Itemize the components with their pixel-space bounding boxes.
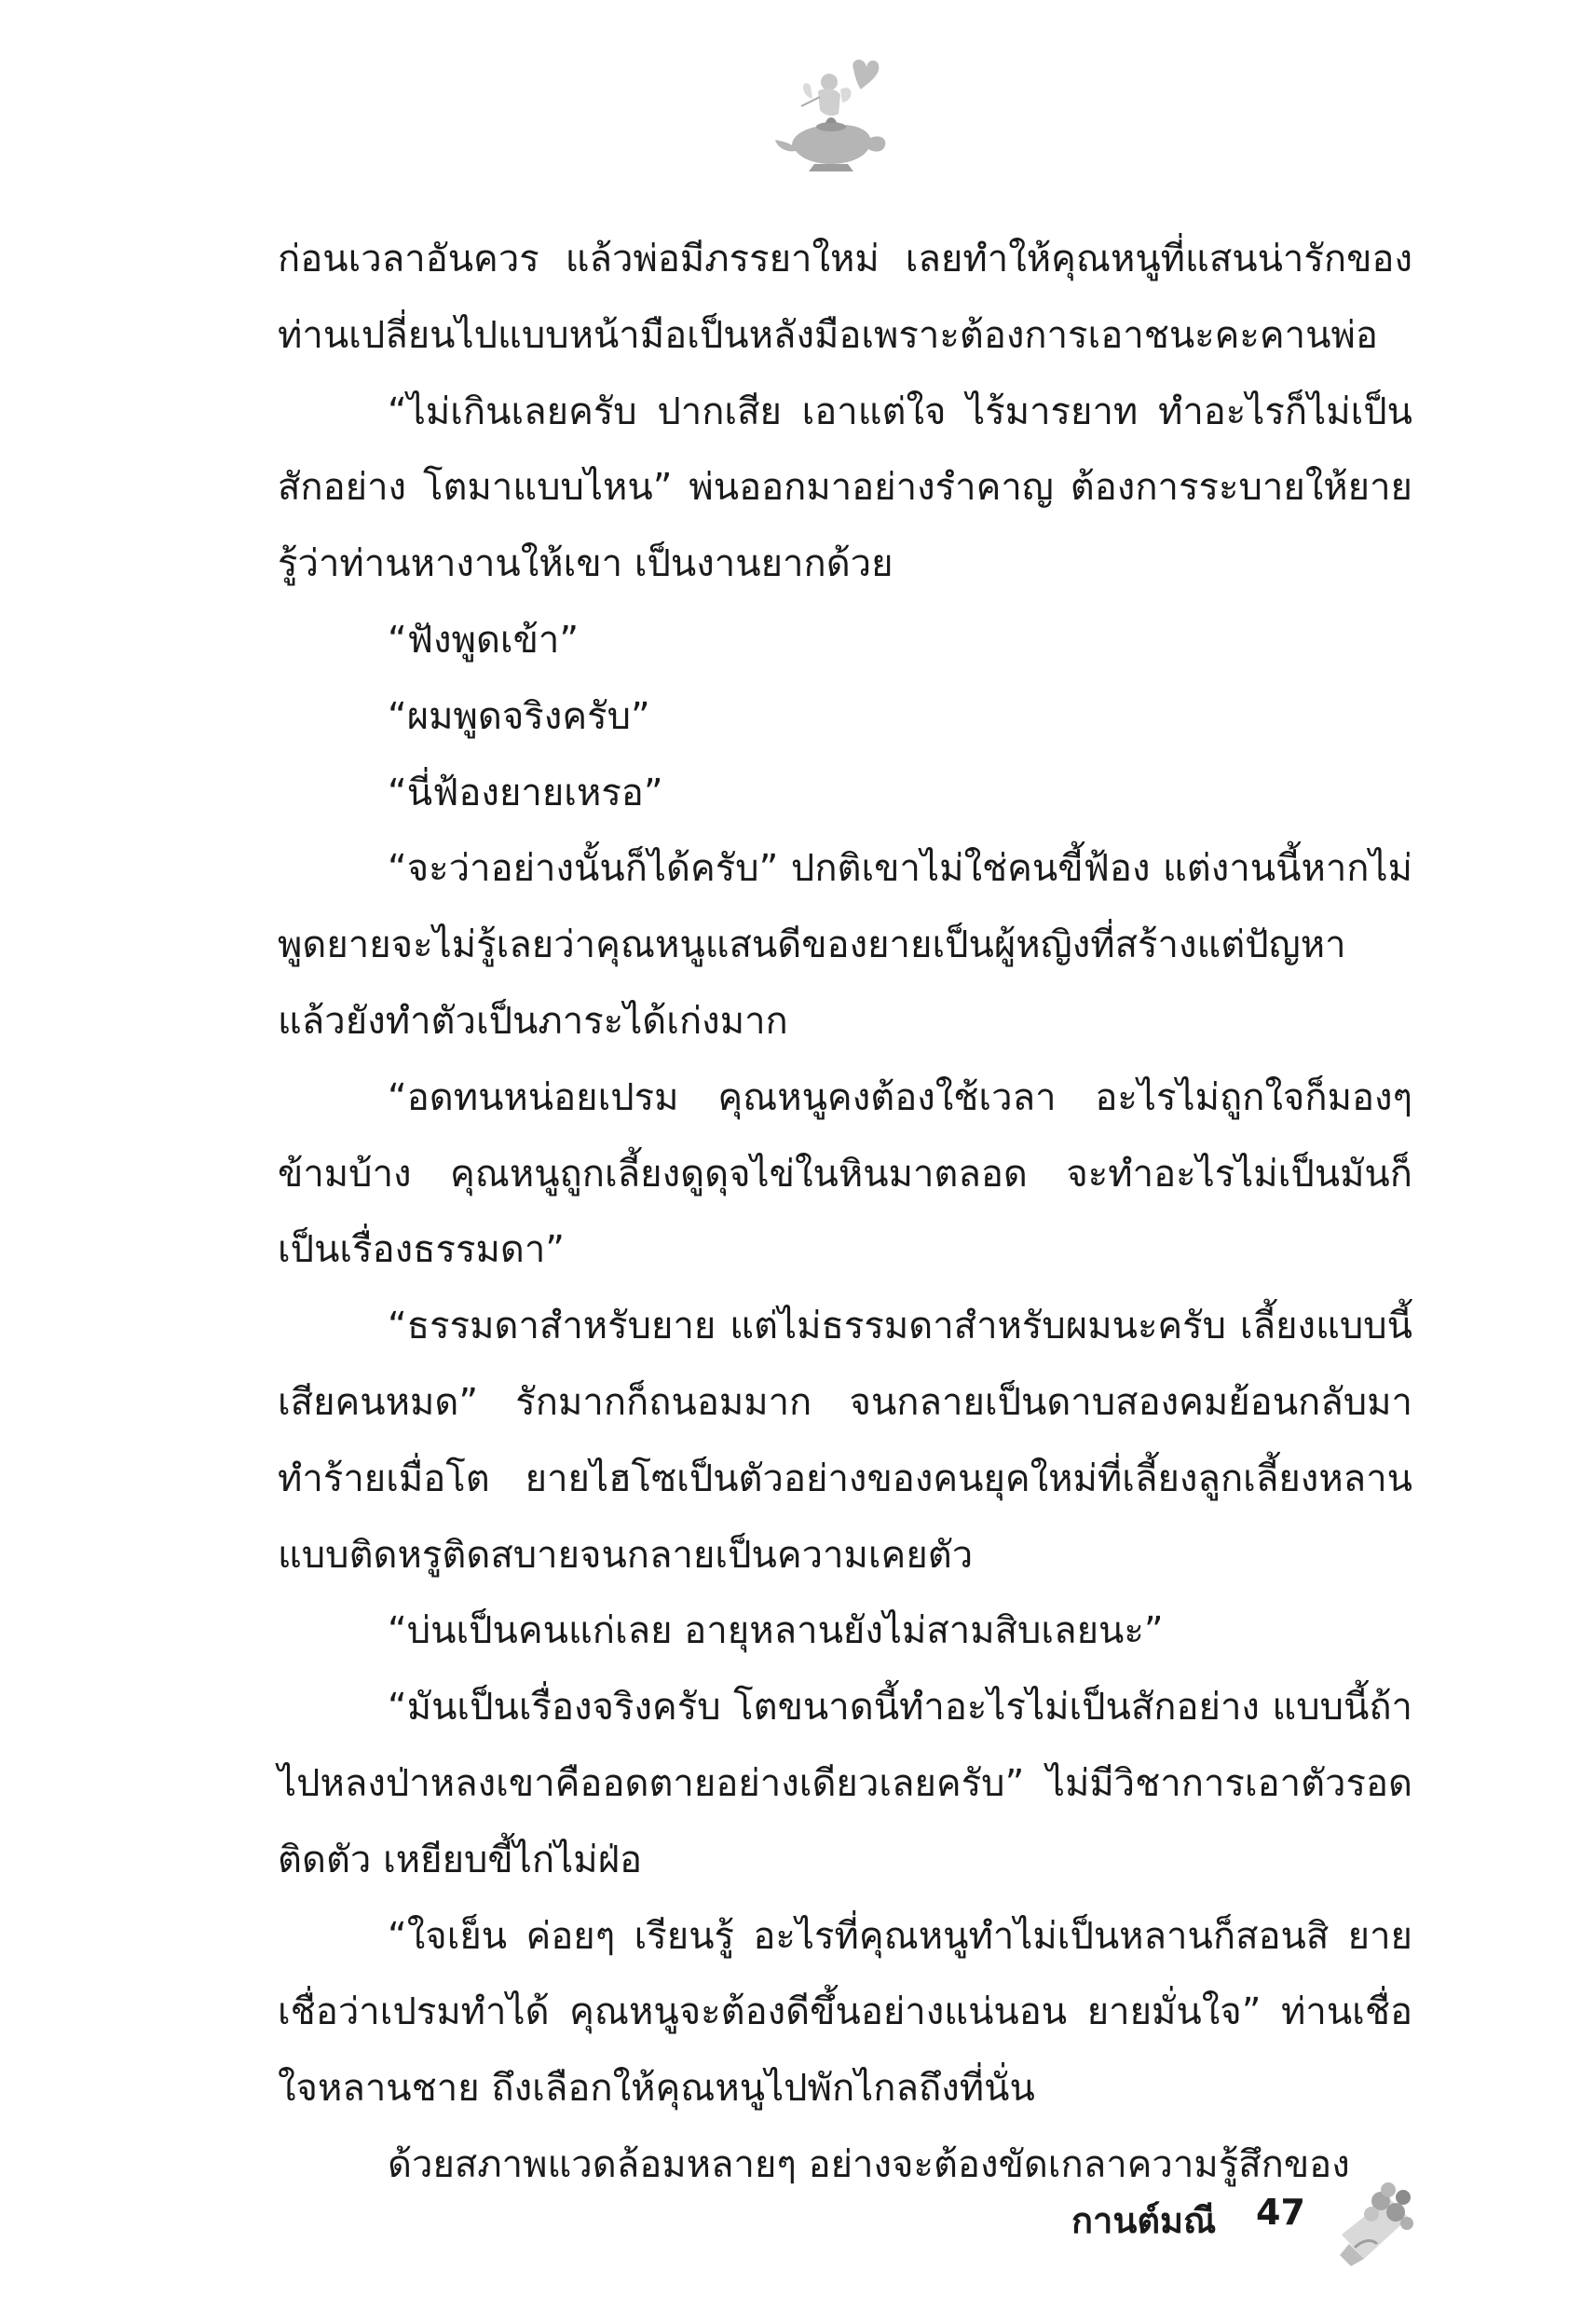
paragraph: “อดทนหน่อยเปรม คุณหนูคงต้องใช้เวลา อะไรไม่ถูกใจก็มองๆ ข้ามบ้าง คุณหนูถูกเลี้ยงดูดุจไข่ในหินมาตลอด จะทำอะไรไม่เป็นมันก็เป็นเรื่องธรรมดา” [278, 1075, 1412, 1272]
paragraph: ด้วยสภาพแวดล้อมหลายๆ อย่างจะต้องขัดเกลาความรู้สึกของ [388, 2142, 1350, 2186]
paragraph: “มันเป็นเรื่องจริงครับ โตขนาดนี้ทำอะไรไม่เป็นสักอย่าง แบบนี้ถ้าไปหลงป่าหลงเขาคืออดตายอย่างเดียวเลยครับ” ไม่มีวิชาการเอาตัวรอดติดตัว เหยียบขี้ไก่ไม่ฝ่อ [278, 1686, 1412, 1881]
page-number: 47 [1256, 2192, 1305, 2233]
paragraph: “นี่ฟ้องยายเหรอ” [388, 771, 663, 814]
book-title: กานต์มณี [1071, 2200, 1217, 2241]
page-footer [0, 2186, 1596, 2279]
paragraph: “ผมพูดจริงครับ” [388, 694, 650, 738]
genie-lamp-cupid-icon [764, 48, 904, 188]
paragraph: “จะว่าอย่างนั้นก็ได้ครับ” ปกติเขาไม่ใช่คนขี้ฟ้อง แต่งานนี้หากไม่พูดยายจะไม่รู้เลยว่าคุณหนูแสนดีของยายเป็นผู้หญิงที่สร้างแต่ปัญหาแล้วยังทำตัวเป็นภาระได้เก่งมาก [278, 847, 1412, 1043]
paragraph: “ใจเย็น ค่อยๆ เรียนรู้ อะไรที่คุณหนูทำไม่เป็นหลานก็สอนสิ ยายเชื่อว่าเปรมทำได้ คุณหนูจะต้องดีขึ้นอย่างแน่นอน ยายมั่นใจ” ท่านเชื่อใจหลานชาย ถึงเลือกให้คุณหนูไปพักไกลถึงที่นั่น [278, 1914, 1412, 2111]
paragraph: ก่อนเวลาอันควร แล้วพ่อมีภรรยาใหม่ เลยทำให้คุณหนูที่แสนน่ารักของท่านเปลี่ยนไปแบบหน้ามือเป็นหลังมือเพราะต้องการเอาชนะคะคานพ่อ [278, 238, 1412, 357]
paragraph: “ฟังพูดเข้า” [388, 618, 580, 662]
paragraph: “บ่นเป็นคนแก่เลย อายุหลานยังไม่สามสิบเลยนะ” [388, 1609, 1164, 1653]
body-text [278, 222, 1412, 2204]
paragraph: “ไม่เกินเลยครับ ปากเสีย เอาแต่ใจ ไร้มารยาท ทำอะไรก็ไม่เป็นสักอย่าง โตมาแบบไหน” พ่นออกมาอย่างรำคาญ ต้องการระบายให้ยายรู้ว่าท่านหางานให้เขา เป็นงานยากด้วย [278, 390, 1412, 586]
flower-bouquet-icon [1323, 2169, 1425, 2272]
paragraph: “ธรรมดาสำหรับยาย แต่ไม่ธรรมดาสำหรับผมนะครับ เลี้ยงแบบนี้เสียคนหมด” รักมากก็ถนอมมาก จนกลายเป็นดาบสองคมย้อนกลับมาทำร้ายเมื่อโต ยายไฮโซเป็นตัวอย่างของคนยุคใหม่ที่เลี้ยงลูกเลี้ยงหลานแบบติดหรูติดสบายจนกลายเป็นความเคยตัว [278, 1305, 1412, 1577]
